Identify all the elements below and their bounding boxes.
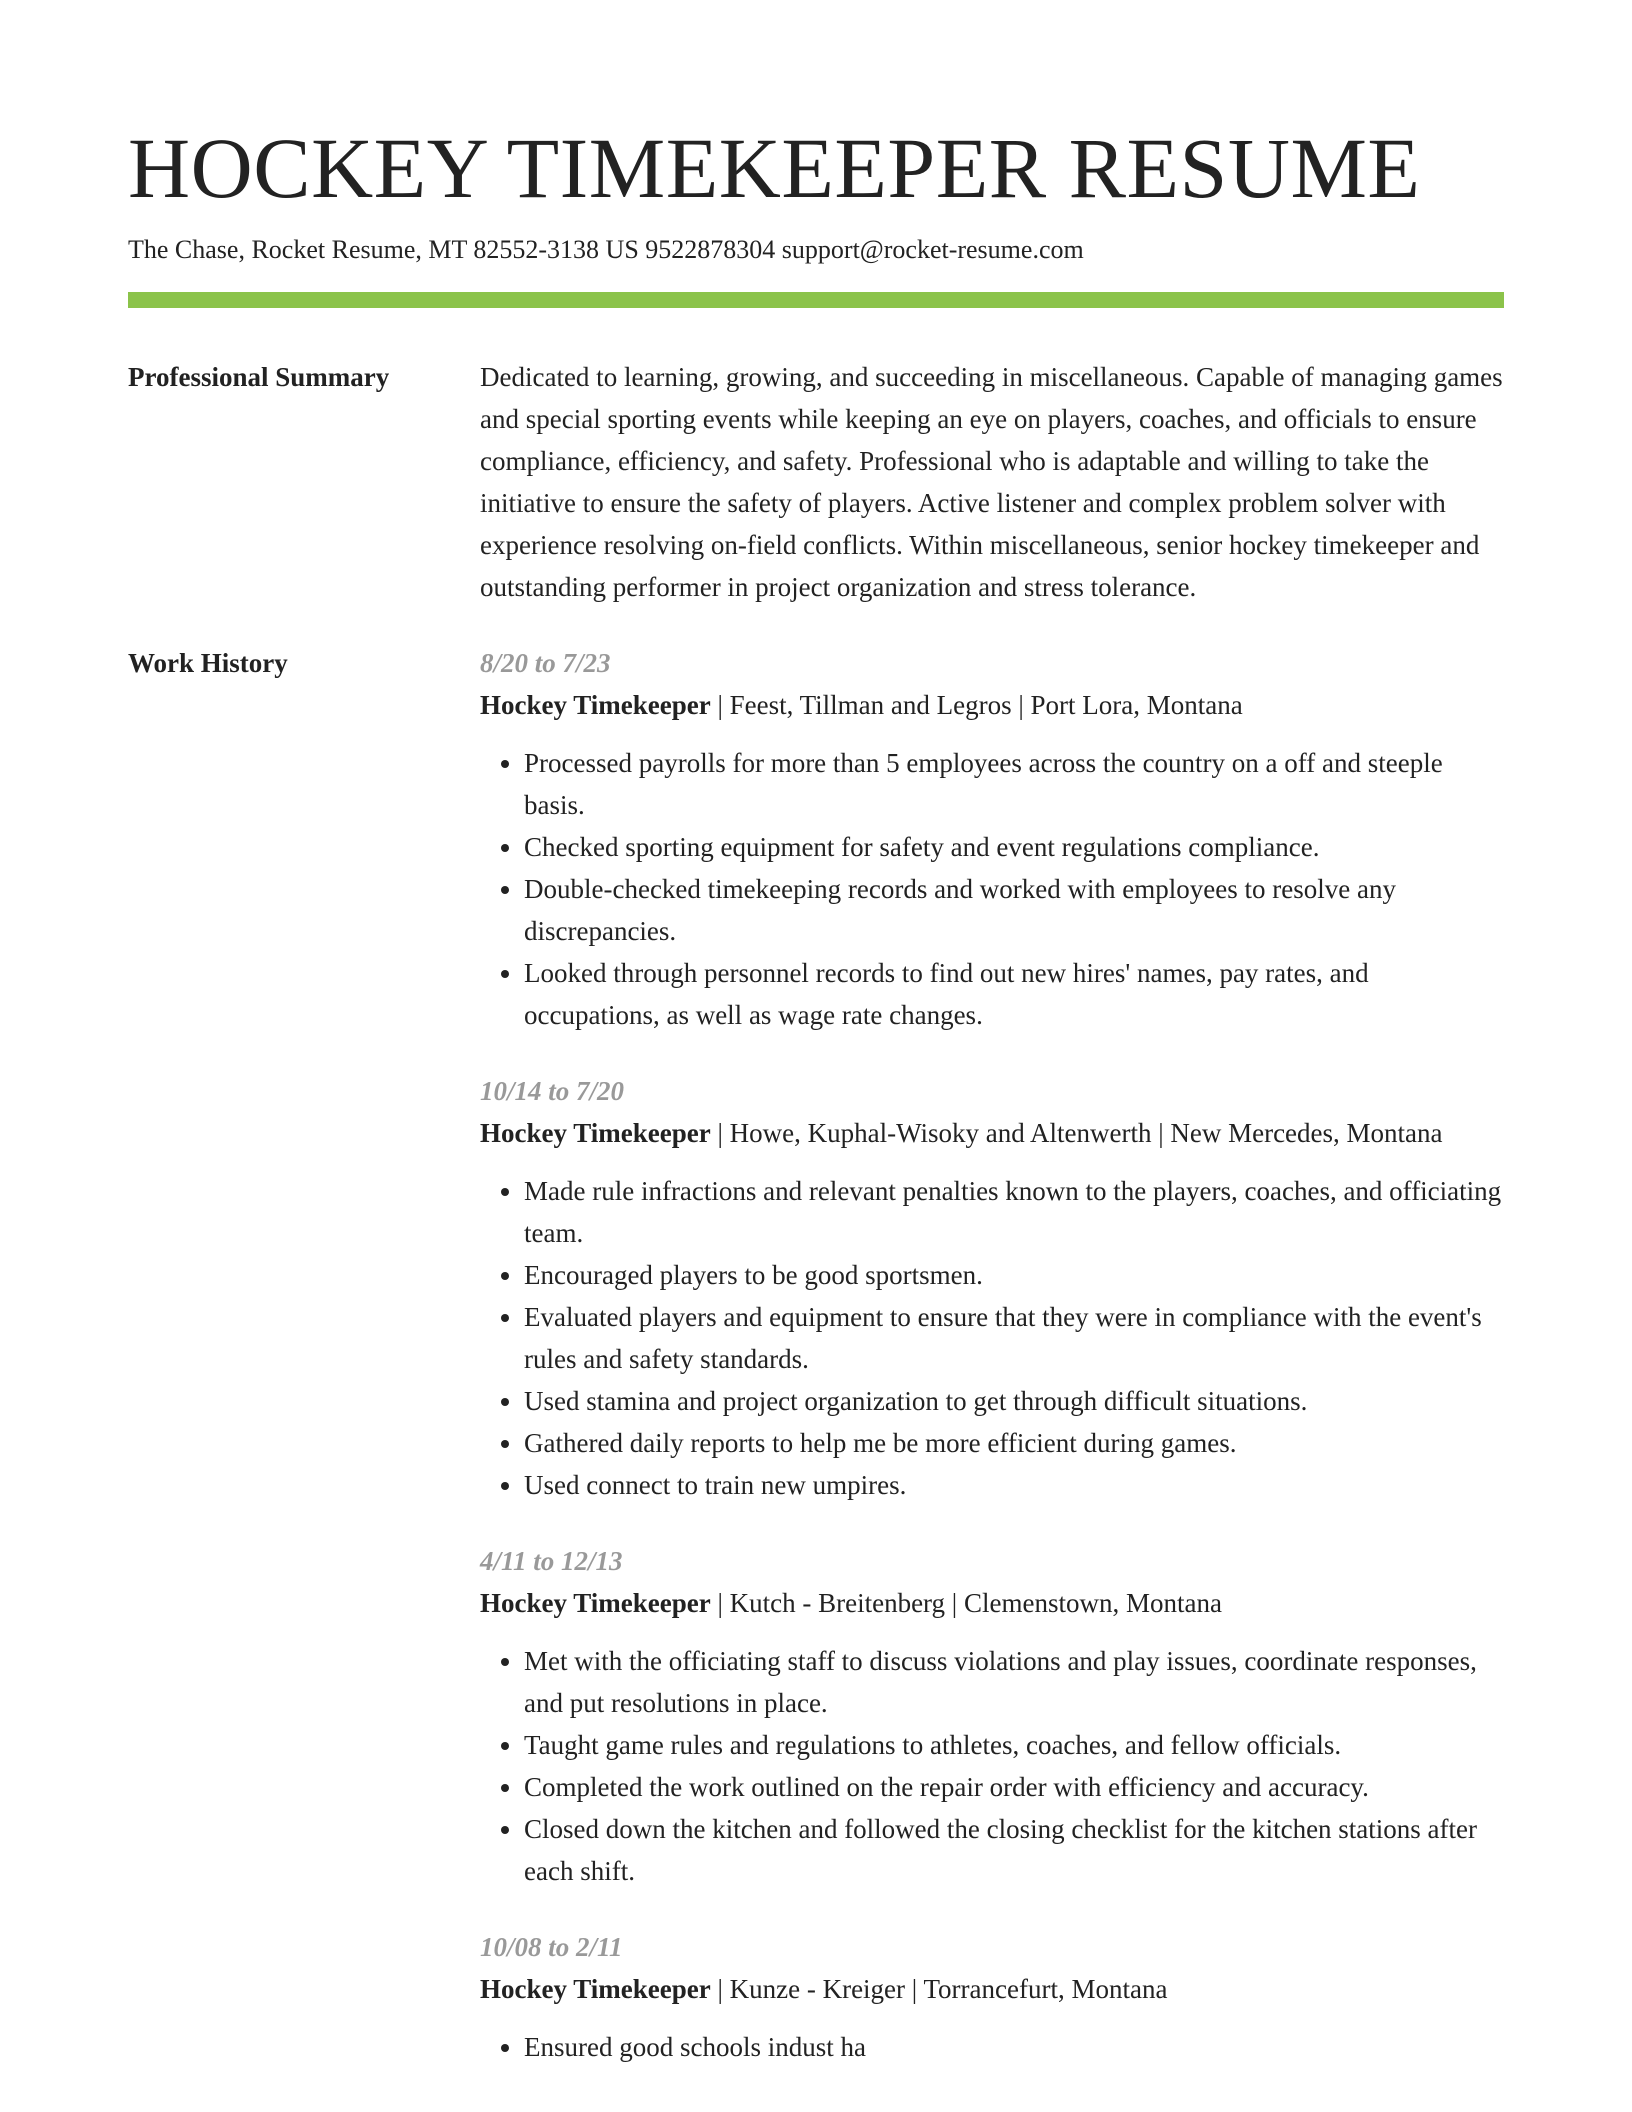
contact-line: The Chase, Rocket Resume, MT 82552-3138 US 9522878304 support@rocket-resume.com bbox=[128, 235, 1084, 264]
job-bullets bbox=[480, 742, 1504, 1036]
job-title-line bbox=[480, 1112, 1504, 1154]
list-item: • Used connect to train new umpires. bbox=[524, 1464, 1504, 1506]
job-dates: 10/08 to 2/11 bbox=[480, 1932, 623, 1962]
job-title: Hockey Timekeeper bbox=[480, 1974, 711, 2004]
job-bullets bbox=[480, 2026, 1504, 2068]
section-label-summary: Professional Summary bbox=[128, 362, 390, 392]
job-list bbox=[480, 642, 1504, 2068]
job-entry bbox=[480, 1070, 1504, 1506]
job-dates: 4/11 to 12/13 bbox=[480, 1546, 623, 1576]
job-bullets bbox=[480, 1640, 1504, 1892]
list-item: • Checked sporting equipment for safety and event regulations compliance. bbox=[524, 826, 1504, 868]
job-entry bbox=[480, 1540, 1504, 1892]
list-item: • Completed the work outlined on the repair order with efficiency and accuracy. bbox=[524, 1766, 1504, 1808]
list-item: • Looked through personnel records to find out new hires' names, pay rates, and occupations, as well as wage rate changes. bbox=[524, 952, 1504, 1036]
section-label-work-history: Work History bbox=[128, 648, 288, 678]
resume-page bbox=[128, 118, 1504, 2068]
job-title-line bbox=[480, 1968, 1504, 2010]
list-item: • Double-checked timekeeping records and worked with employees to resolve any discrepancies. bbox=[524, 868, 1504, 952]
job-details: | Feest, Tillman and Legros | Port Lora, Montana bbox=[710, 690, 1243, 720]
resume-title: HOCKEY TIMEKEEPER RESUME bbox=[128, 120, 1421, 216]
list-item: • Ensured good schools indust ha bbox=[524, 2026, 1504, 2068]
job-title: Hockey Timekeeper bbox=[480, 1118, 711, 1148]
list-item: • Used stamina and project organization to get through difficult situations. bbox=[524, 1380, 1504, 1422]
list-item: • Met with the officiating staff to discuss violations and play issues, coordinate responses, and put resolutions in place. bbox=[524, 1640, 1504, 1724]
list-item: • Evaluated players and equipment to ensure that they were in compliance with the event's rules and safety standards. bbox=[524, 1296, 1504, 1380]
summary-text: Dedicated to learning, growing, and succeeding in miscellaneous. Capable of managing games and special sporting events while keeping an eye on players, coaches, and officials to ensure compliance, efficiency, and safety. Professional who is adaptable and willing to take the initiative to ensure the safety of players. Active listener and complex problem solver with experience resolving on-field conflicts. Within miscellaneous, senior hockey timekeeper and outstanding performer in project organization and stress tolerance. bbox=[480, 362, 1503, 602]
job-entry bbox=[480, 642, 1504, 1036]
job-bullets bbox=[480, 1170, 1504, 1506]
list-item: • Gathered daily reports to help me be more efficient during games. bbox=[524, 1422, 1504, 1464]
job-title: Hockey Timekeeper bbox=[480, 690, 711, 720]
job-details: | Kunze - Kreiger | Torrancefurt, Montana bbox=[710, 1974, 1168, 2004]
list-item: • Taught game rules and regulations to athletes, coaches, and fellow officials. bbox=[524, 1724, 1504, 1766]
job-details: | Kutch - Breitenberg | Clemenstown, Montana bbox=[710, 1588, 1222, 1618]
professional-summary-section bbox=[128, 356, 1504, 608]
accent-divider bbox=[128, 292, 1504, 308]
list-item: • Closed down the kitchen and followed the closing checklist for the kitchen stations after each shift. bbox=[524, 1808, 1504, 1892]
job-details: | Howe, Kuphal-Wisoky and Altenwerth | New Mercedes, Montana bbox=[710, 1118, 1443, 1148]
list-item: • Processed payrolls for more than 5 employees across the country on a off and steeple basis. bbox=[524, 742, 1504, 826]
job-title-line bbox=[480, 1582, 1504, 1624]
job-title-line bbox=[480, 684, 1504, 726]
job-title: Hockey Timekeeper bbox=[480, 1588, 711, 1618]
job-dates: 10/14 to 7/20 bbox=[480, 1076, 625, 1106]
list-item: • Encouraged players to be good sportsmen. bbox=[524, 1254, 1504, 1296]
job-entry bbox=[480, 1926, 1504, 2068]
job-dates: 8/20 to 7/23 bbox=[480, 648, 611, 678]
list-item: • Made rule infractions and relevant penalties known to the players, coaches, and officiating team. bbox=[524, 1170, 1504, 1254]
work-history-section bbox=[128, 642, 1504, 2068]
